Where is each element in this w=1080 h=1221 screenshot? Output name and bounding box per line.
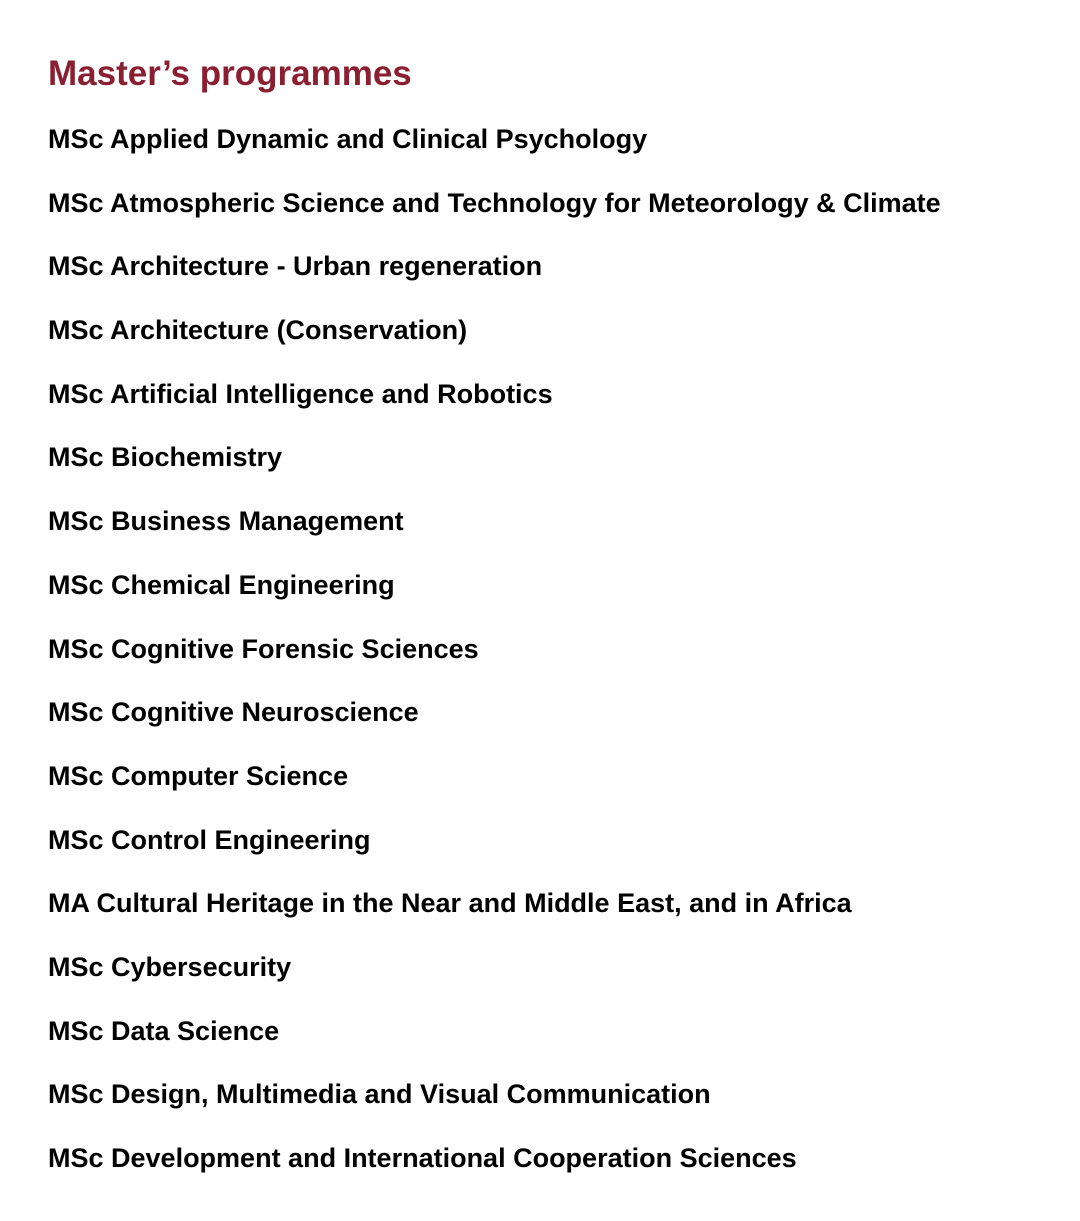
document-page [48,52,1060,1205]
list-item: MSc Business Management [48,506,404,537]
list-item: MSc Cybersecurity [48,951,292,982]
list-item: MSc Data Science [48,1015,280,1046]
list-item: MSc Cognitive Neuroscience [48,697,419,728]
list-item: MSc Artificial Intelligence and Robotics [48,378,553,409]
section-heading: Master’s programmes [48,54,412,93]
list-item: MSc Development and International Cooperation Sciences [48,1143,797,1173]
list-item: MSc Control Engineering [48,824,371,855]
list-item: MSc Biochemistry [48,442,283,473]
list-item: MSc Design, Multimedia and Visual Communication [48,1079,711,1110]
list-item: MSc Architecture (Conservation) [48,315,468,346]
list-item: MSc Cognitive Forensic Sciences [48,633,479,664]
list-item: MSc Applied Dynamic and Clinical Psychology [48,124,648,154]
list-item: MSc Computer Science [48,760,349,791]
programme-list [48,122,1060,1175]
list-item: MSc Architecture - Urban regeneration [48,251,543,282]
list-item: MSc Atmospheric Science and Technology for Meteorology & Climate [48,187,941,218]
list-item: MA Cultural Heritage in the Near and Middle East, and in Africa [48,888,852,919]
list-item: MSc Chemical Engineering [48,569,395,600]
